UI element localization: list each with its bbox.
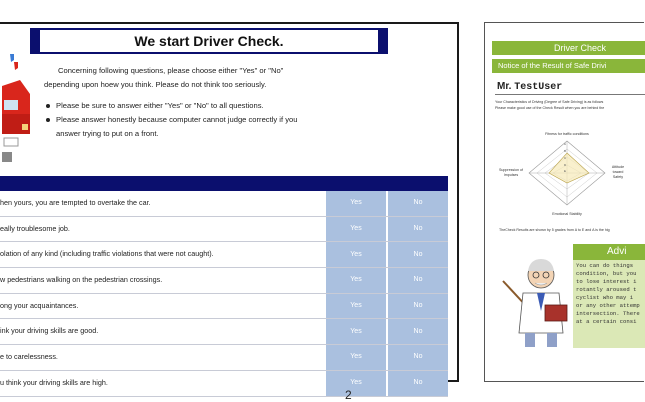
instruction-item: Please be sure to answer either "Yes" or "No" to all questions.	[44, 99, 439, 113]
radar-label-right: Attitude	[611, 165, 625, 169]
intro-paragraph	[44, 64, 439, 92]
intro-line-1: Concerning following questions, please choose either "Yes" or "No"	[58, 66, 284, 75]
question-text: w pedestrians walking on the pedestrian crossings.	[0, 275, 163, 285]
instruction-item-continued: answer trying to put on a front.	[56, 129, 159, 138]
question-row	[0, 191, 448, 217]
question-table	[0, 191, 448, 397]
title-banner	[30, 28, 388, 54]
radar-label-left: Impulses	[503, 173, 519, 177]
question-text: ong your acquaintances.	[0, 300, 79, 310]
question-text: e to carelessness.	[0, 352, 58, 362]
radar-grade: E	[564, 169, 567, 173]
radar-label-left: Suppression of	[499, 168, 523, 172]
radar-label-top: Fitness for traffic conditions	[545, 132, 589, 136]
user-name: TestUser	[514, 82, 563, 93]
page-title: We start Driver Check.	[134, 33, 284, 49]
bullet-icon	[46, 104, 50, 108]
question-text: u think your driving skills are high.	[0, 377, 108, 387]
radar-label-right: toward	[612, 170, 624, 174]
question-row	[0, 345, 448, 371]
yes-button[interactable]: Yes	[326, 294, 386, 319]
no-button[interactable]: No	[388, 294, 448, 319]
no-button[interactable]: No	[388, 345, 448, 370]
radar-grade: A	[564, 142, 567, 146]
no-button[interactable]: No	[388, 242, 448, 267]
radar-grade: D	[564, 163, 567, 167]
notice-header: Notice of the Result of Safe Drivi	[492, 59, 645, 73]
yes-button[interactable]: Yes	[326, 242, 386, 267]
question-row	[0, 268, 448, 294]
question-row	[0, 242, 448, 268]
question-row	[0, 294, 448, 320]
driver-check-header: Driver Check	[492, 41, 645, 55]
yes-button[interactable]: Yes	[326, 268, 386, 293]
radar-label-bottom: Emotional Stability	[552, 212, 582, 216]
result-notice-panel	[484, 22, 644, 382]
divider	[495, 94, 645, 95]
user-greeting	[497, 81, 562, 93]
question-text: ink your driving skills are good.	[0, 326, 99, 336]
yes-button[interactable]: Yes	[326, 345, 386, 370]
user-prefix: Mr.	[497, 81, 512, 92]
instruction-item: Please answer honestly because computer cannot judge correctly if you	[44, 113, 439, 127]
yes-button[interactable]: Yes	[326, 319, 386, 344]
radar-chart	[495, 123, 645, 227]
intro-line-2: depending upon hoew you think. Please do not think too seriously.	[44, 80, 267, 89]
characteristics-text: Your Characteristics of Driving (Degree of Safe Driving) is as follows Please make good use of the Check Result when you are behind the	[495, 100, 605, 110]
page-number: 2	[345, 388, 352, 402]
grade-explanation: TheCheck Results are shown by 5 grades from A to E and A is the hig	[499, 228, 610, 232]
question-row	[0, 319, 448, 345]
question-text: eally troublesome job.	[0, 223, 70, 233]
instruction-list	[44, 99, 439, 141]
red-car-icon	[0, 34, 36, 164]
radar-result-area	[549, 153, 589, 183]
question-table-header	[0, 176, 448, 192]
driver-check-questionnaire	[0, 22, 459, 387]
question-text: olation of any kind (including traffic violations that were not caught).	[0, 249, 214, 259]
no-button[interactable]: No	[388, 319, 448, 344]
radar-grade: B	[564, 149, 567, 153]
no-button[interactable]: No	[388, 217, 448, 242]
advice-text: You can do things condition, but you to lose interest i rotantly aroused t cyclist who may i or any other attemp intersection. There at a certain consi	[573, 260, 645, 348]
question-row	[0, 217, 448, 243]
yes-button[interactable]: Yes	[326, 217, 386, 242]
radar-label-right: Safety	[612, 175, 624, 179]
yes-button[interactable]: Yes	[326, 371, 386, 396]
question-text: hen yours, you are tempted to overtake the car.	[0, 198, 151, 207]
advice-header: Advi	[573, 244, 645, 260]
yes-button[interactable]: Yes	[326, 191, 386, 216]
radar-grade: C	[564, 156, 567, 160]
no-button[interactable]: No	[388, 268, 448, 293]
professor-illustration-icon	[499, 251, 579, 351]
question-row	[0, 371, 448, 397]
no-button[interactable]: No	[388, 191, 448, 216]
no-button[interactable]: No	[388, 371, 448, 396]
bullet-icon	[46, 118, 50, 122]
